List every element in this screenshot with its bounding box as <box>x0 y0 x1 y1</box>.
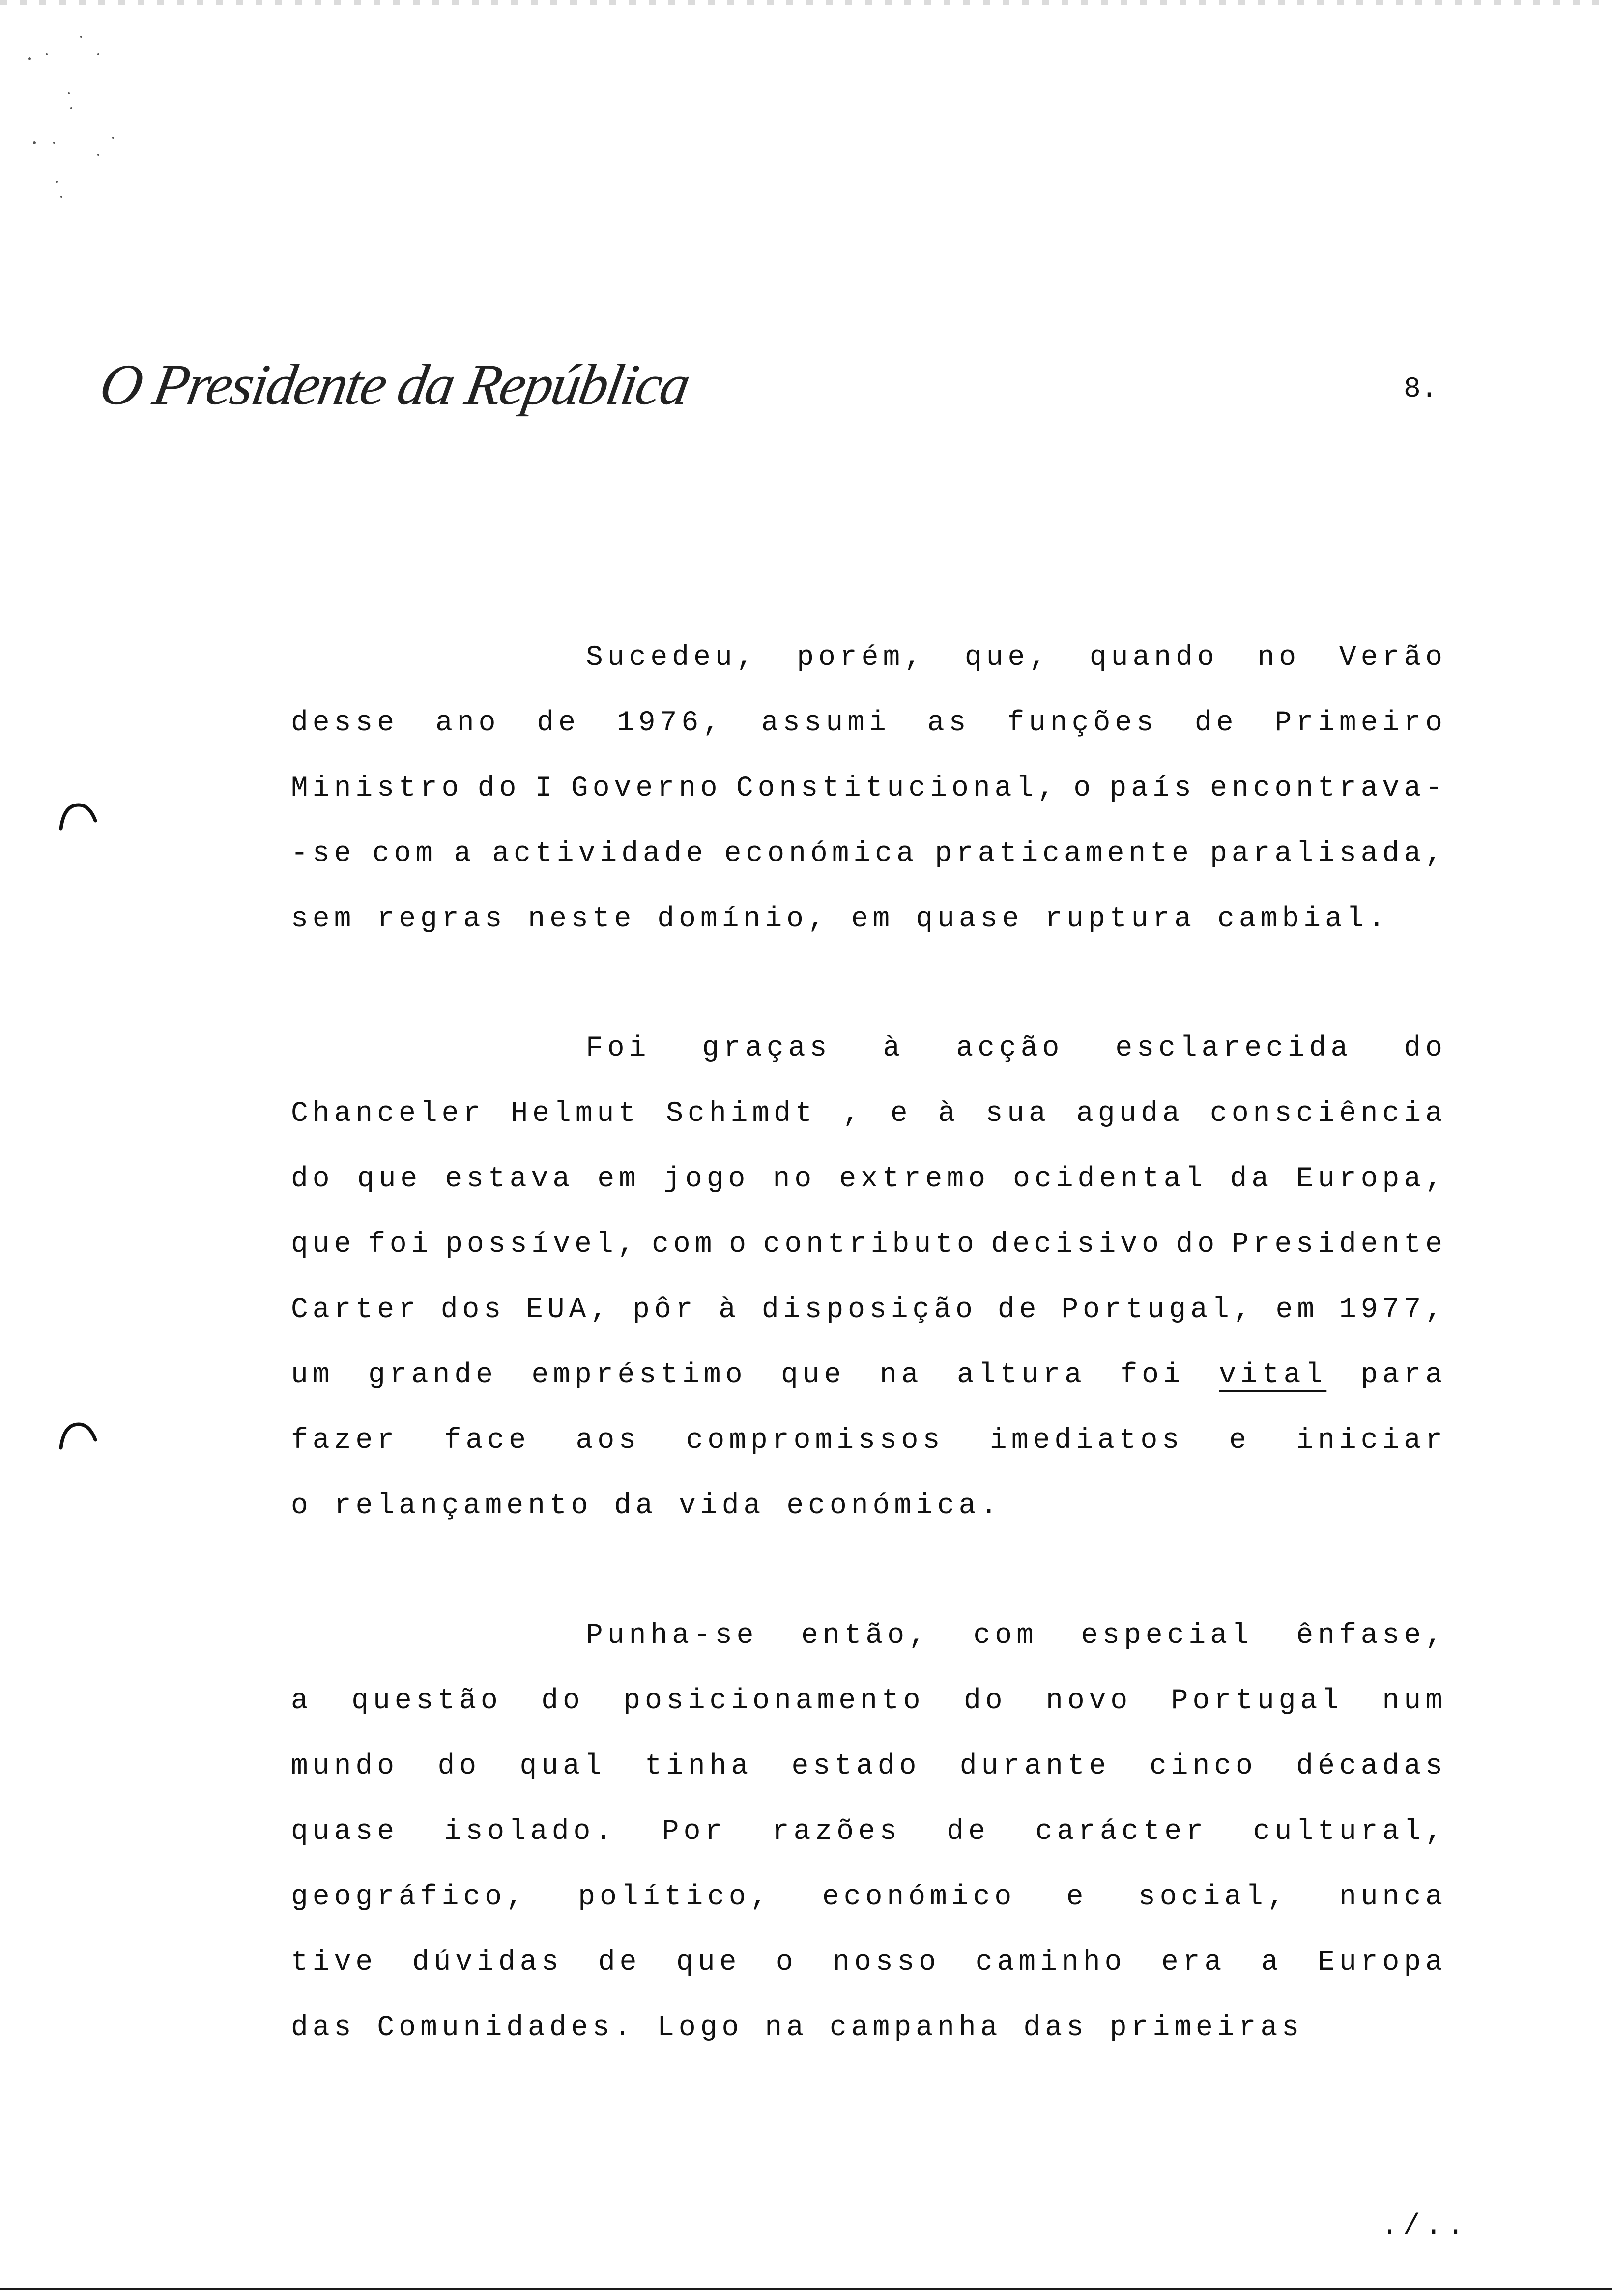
word: de <box>947 1816 990 1848</box>
word: à <box>883 1033 905 1064</box>
word: tinha <box>645 1751 753 1782</box>
word: económica <box>724 838 918 870</box>
word: I <box>535 773 557 804</box>
word: quase <box>291 1816 399 1848</box>
word: a <box>1261 1947 1283 1979</box>
word: em <box>597 1163 640 1195</box>
word: 1977, <box>1339 1294 1447 1326</box>
word: Portugal, <box>1061 1294 1255 1326</box>
word: na <box>879 1359 923 1391</box>
word: vida <box>679 1490 765 1522</box>
text-line <box>291 1361 1447 1390</box>
word: de <box>997 1294 1041 1326</box>
word: económico <box>822 1881 1016 1913</box>
word: Por <box>662 1816 727 1848</box>
word: campanha <box>829 2012 1002 2044</box>
word: pôr à disposição <box>633 1294 977 1326</box>
word: Carter <box>291 1294 420 1326</box>
word: durante <box>959 1751 1111 1782</box>
word: consciência <box>1210 1098 1447 1130</box>
word: em <box>851 903 894 935</box>
word: Ministro <box>291 773 463 804</box>
word: iniciar <box>1296 1425 1447 1457</box>
word: do <box>541 1685 584 1717</box>
word: esclarecida <box>1115 1033 1353 1064</box>
word: quase <box>916 903 1024 935</box>
word: Punha-se <box>586 1620 758 1652</box>
punch-hole-mark <box>58 801 97 835</box>
word: foi <box>368 1229 433 1261</box>
letterhead: O Presidente da República <box>95 352 694 417</box>
word: compromissos <box>686 1425 945 1457</box>
word: paralisada, <box>1210 838 1447 870</box>
word: isolado. <box>444 1816 617 1848</box>
word: sem <box>291 903 356 935</box>
word: para <box>1360 1359 1447 1391</box>
word: a <box>291 1685 313 1717</box>
word: assumi <box>761 707 891 739</box>
word: qual <box>519 1751 606 1782</box>
word: e <box>890 1098 912 1130</box>
text-line <box>586 1034 1447 1063</box>
word: questão <box>351 1685 502 1717</box>
word: ruptura <box>1045 903 1196 935</box>
text-line <box>291 2014 1447 2042</box>
text-line <box>291 1687 1447 1716</box>
word: altura <box>957 1359 1086 1391</box>
word: do <box>291 1163 334 1195</box>
word: regras <box>377 903 507 935</box>
word: porém, <box>797 642 926 674</box>
word: cultural, <box>1253 1816 1447 1848</box>
word: que, <box>964 642 1051 674</box>
word: décadas <box>1296 1751 1447 1782</box>
word: encontrava- <box>1210 773 1447 804</box>
word: do <box>1176 1229 1219 1261</box>
word: -se <box>291 838 356 870</box>
word: da <box>614 1490 658 1522</box>
word: do <box>963 1685 1007 1717</box>
word: que <box>291 1229 356 1261</box>
word: das <box>291 2012 356 2044</box>
word: cinco <box>1149 1751 1257 1782</box>
word: domínio, <box>657 903 830 935</box>
word: caminho <box>975 1947 1126 1979</box>
word: a <box>454 838 476 870</box>
word: novo <box>1046 1685 1132 1717</box>
word: vital <box>1219 1359 1327 1391</box>
word: o <box>291 1490 313 1522</box>
word: de <box>1194 707 1238 739</box>
word: o <box>776 1947 798 1979</box>
continuation-mark: ./.. <box>1381 2210 1469 2242</box>
word: as <box>927 707 971 739</box>
word: posicionamento <box>623 1685 925 1717</box>
word: da <box>1230 1163 1273 1195</box>
word: país <box>1109 773 1196 804</box>
word: Comunidades. <box>377 2012 636 2044</box>
word: Portugal <box>1171 1685 1344 1717</box>
word: então, <box>801 1620 930 1652</box>
word: económica. <box>786 1490 1002 1522</box>
word: um <box>291 1359 334 1391</box>
text-line <box>291 1427 1447 1455</box>
word: Helmut <box>511 1098 640 1130</box>
word: com <box>973 1620 1038 1652</box>
text-line <box>291 1883 1447 1912</box>
word: fazer <box>291 1425 399 1457</box>
word: nosso <box>833 1947 941 1979</box>
page-number: 8. <box>1404 373 1438 405</box>
word: nunca <box>1339 1881 1447 1913</box>
word: funções <box>1007 707 1158 739</box>
text-line <box>291 709 1447 738</box>
word: na <box>765 2012 808 2044</box>
text-line <box>291 1296 1447 1324</box>
word: dos <box>440 1294 506 1326</box>
word: desse <box>291 707 399 739</box>
word: , <box>842 1098 864 1130</box>
word: geográfico, <box>291 1881 528 1913</box>
word: que <box>676 1947 741 1979</box>
word: no <box>1257 642 1301 674</box>
word: relançamento <box>334 1490 593 1522</box>
word: aguda <box>1076 1098 1184 1130</box>
word: e <box>1229 1425 1251 1457</box>
word: carácter <box>1035 1816 1208 1848</box>
word: com <box>372 838 437 870</box>
word: acção <box>956 1033 1064 1064</box>
word: empréstimo <box>531 1359 747 1391</box>
word: ano <box>435 707 500 739</box>
word: social, <box>1138 1881 1289 1913</box>
text-line <box>291 1752 1447 1781</box>
word: extremo <box>839 1163 990 1195</box>
word: actividade <box>492 838 708 870</box>
word: tive <box>291 1947 377 1979</box>
word: era <box>1161 1947 1226 1979</box>
word: sua <box>985 1098 1050 1130</box>
word: com <box>652 1229 717 1261</box>
word: primeiras <box>1109 2012 1304 2044</box>
text-line <box>291 775 1447 803</box>
word: Europa <box>1318 1947 1447 1979</box>
word: Logo <box>657 2012 744 2044</box>
word: decisivo <box>991 1229 1163 1261</box>
word: que <box>357 1163 422 1195</box>
text-line <box>586 1622 1447 1650</box>
scan-specks <box>20 25 138 211</box>
word: EUA, <box>525 1294 612 1326</box>
word: das <box>1023 2012 1088 2044</box>
word: razões <box>772 1816 901 1848</box>
word: no <box>773 1163 816 1195</box>
word: cambial. <box>1217 903 1390 935</box>
word: que <box>780 1359 846 1391</box>
word: Sucedeu, <box>586 642 758 674</box>
word: possível, <box>445 1229 639 1261</box>
word: político, <box>578 1881 772 1913</box>
text-line <box>291 1100 1447 1128</box>
word: graças <box>702 1033 832 1064</box>
word: aos <box>576 1425 640 1457</box>
word: o <box>729 1229 751 1261</box>
word: contributo <box>763 1229 979 1261</box>
text-line <box>291 1949 1447 1977</box>
scan-edge-bottom <box>0 2288 1612 2290</box>
word: e <box>1066 1881 1088 1913</box>
scan-edge-top <box>0 0 1612 5</box>
word: o <box>1073 773 1095 804</box>
word: do <box>477 773 521 804</box>
word: dúvidas <box>412 1947 563 1979</box>
word: mundo <box>291 1751 399 1782</box>
word: especial <box>1081 1620 1253 1652</box>
text-line <box>586 644 1447 672</box>
word: estado <box>791 1751 921 1782</box>
word: Primeiro <box>1274 707 1447 739</box>
word: Schimdt <box>666 1098 817 1130</box>
word: imediatos <box>989 1425 1184 1457</box>
word: de <box>537 707 580 739</box>
word: neste <box>528 903 636 935</box>
word: Foi <box>586 1033 651 1064</box>
punch-hole-mark <box>58 1420 97 1455</box>
text-line <box>291 1231 1447 1259</box>
word: do <box>437 1751 481 1782</box>
text-line <box>291 1492 1447 1521</box>
word: estava <box>445 1163 575 1195</box>
word: ocidental <box>1013 1163 1207 1195</box>
word: Chanceler <box>291 1098 485 1130</box>
word: de <box>598 1947 641 1979</box>
text-line <box>291 905 1447 934</box>
text-line <box>291 840 1447 868</box>
word: Verão <box>1339 642 1447 674</box>
word: jogo <box>663 1163 750 1195</box>
text-line <box>291 1818 1447 1846</box>
word: face <box>444 1425 530 1457</box>
word: praticamente <box>935 838 1193 870</box>
word: grande <box>368 1359 497 1391</box>
word: em <box>1275 1294 1319 1326</box>
text-line <box>291 1165 1447 1194</box>
word: à <box>938 1098 960 1130</box>
word: Constitucional, <box>736 773 1059 804</box>
word: foi <box>1120 1359 1185 1391</box>
word: num <box>1382 1685 1447 1717</box>
word: do <box>1404 1033 1447 1064</box>
word: Governo <box>571 773 722 804</box>
word: ênfase, <box>1296 1620 1447 1652</box>
word: Europa, <box>1296 1163 1447 1195</box>
word: 1976, <box>616 707 724 739</box>
word: Presidente <box>1231 1229 1447 1261</box>
word: quando <box>1089 642 1219 674</box>
